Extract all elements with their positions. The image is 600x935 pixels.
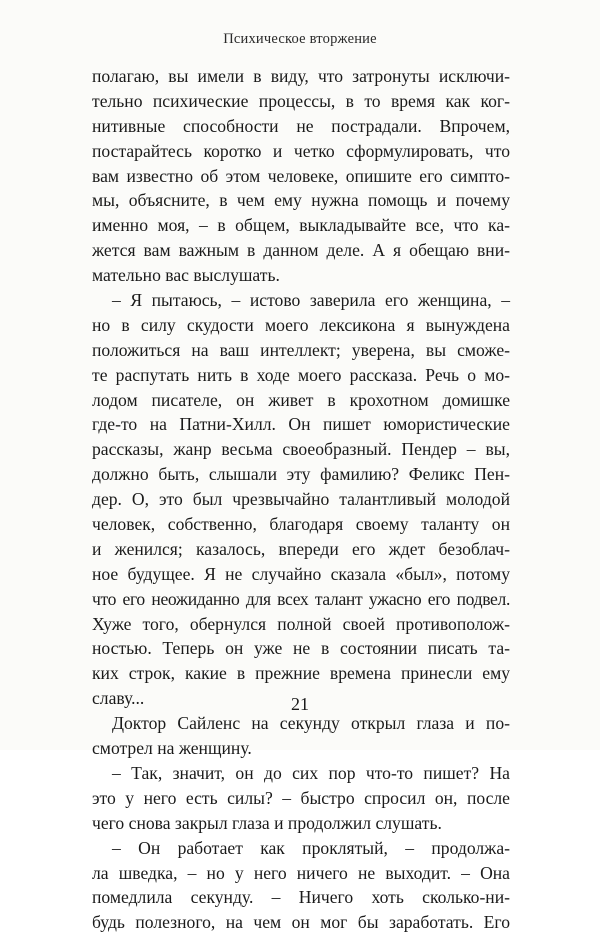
text-line: положиться на ваш интеллект; уверена, вы сможе- [92, 339, 510, 360]
text-line: – Я пытаюсь, – истово заверила его женщина, – [112, 290, 510, 311]
text-line: ное будущее. Я не случайно сказала «был», потому [92, 563, 510, 584]
text-line: Хуже того, обернулся полной своей противополож- [92, 613, 510, 634]
text-line: – Так, значит, он до сих пор что-то пишет? На [112, 762, 510, 783]
text-line: человек, собственно, благодаря своему таланту он [92, 514, 510, 535]
text-line: ностью. Теперь он уже не в состоянии писать та- [92, 638, 510, 659]
text-line: Доктор Сайленс на секунду открыл глаза и по- [112, 713, 510, 734]
text-line: славу... [92, 688, 145, 709]
body-text [92, 64, 510, 935]
text-line: те распутать нить в ходе моего рассказа. Речь о мо- [92, 364, 510, 385]
text-line: должно быть, слышали эту фамилию? Феликс Пен- [92, 464, 510, 485]
text-line: ких строк, какие в прежние времена принесли ему [92, 663, 510, 684]
text-line: лодом писателе, он живет в крохотном домишке [92, 389, 510, 410]
text-line: постарайтесь коротко и четко сформулировать, что [92, 140, 510, 161]
text-line: мательно вас выслушать. [92, 265, 280, 286]
text-line: ла шведка, – но у него ничего не выходит. – Она [92, 862, 510, 883]
text-line: вам известно об этом человеке, опишите его симпто- [92, 165, 510, 186]
text-line: мы, объясните, в чем ему нужна помощь и почему [92, 190, 510, 211]
text-line: смотрел на женщину. [92, 738, 252, 759]
text-line: но в силу скудости моего лексикона я вынуждена [92, 314, 510, 335]
text-line: это у него есть силы? – быстро спросил он, после [92, 787, 510, 808]
text-line: помедлила секунду. – Ничего хоть сколько-ни- [92, 887, 510, 908]
text-line: жется вам важным в данном деле. А я обещаю вни- [92, 240, 510, 261]
text-line: что его неожиданно для всех талант ужасно его подвел. [92, 588, 510, 609]
running-head-title: Психическое вторжение [223, 31, 377, 47]
text-line: именно моя, – в общем, выкладывайте все, что ка- [92, 215, 510, 236]
text-line: где-то на Патни-Хилл. Он пишет юмористические [92, 414, 510, 435]
text-line: будь полезного, на чем он мог бы заработать. Его [92, 912, 510, 933]
text-line: рассказы, жанр весьма своеобразный. Пендер – вы, [92, 439, 510, 460]
text-line: дер. О, это был чрезвычайно талантливый молодой [92, 489, 510, 510]
text-line: нитивные способности не пострадали. Впрочем, [92, 115, 510, 136]
text-line: – Он работает как проклятый, – продолжа- [112, 837, 510, 858]
text-line: и женился; казалось, впереди его ждет безоблач- [92, 538, 510, 559]
text-line: полагаю, вы имели в виду, что затронуты исключи- [92, 66, 510, 86]
page-number: 21 [291, 694, 309, 714]
text-line: чего снова закрыл глаза и продолжил слушать. [92, 812, 442, 833]
text-line: тельно психические процессы, в то время как ког- [92, 90, 510, 111]
